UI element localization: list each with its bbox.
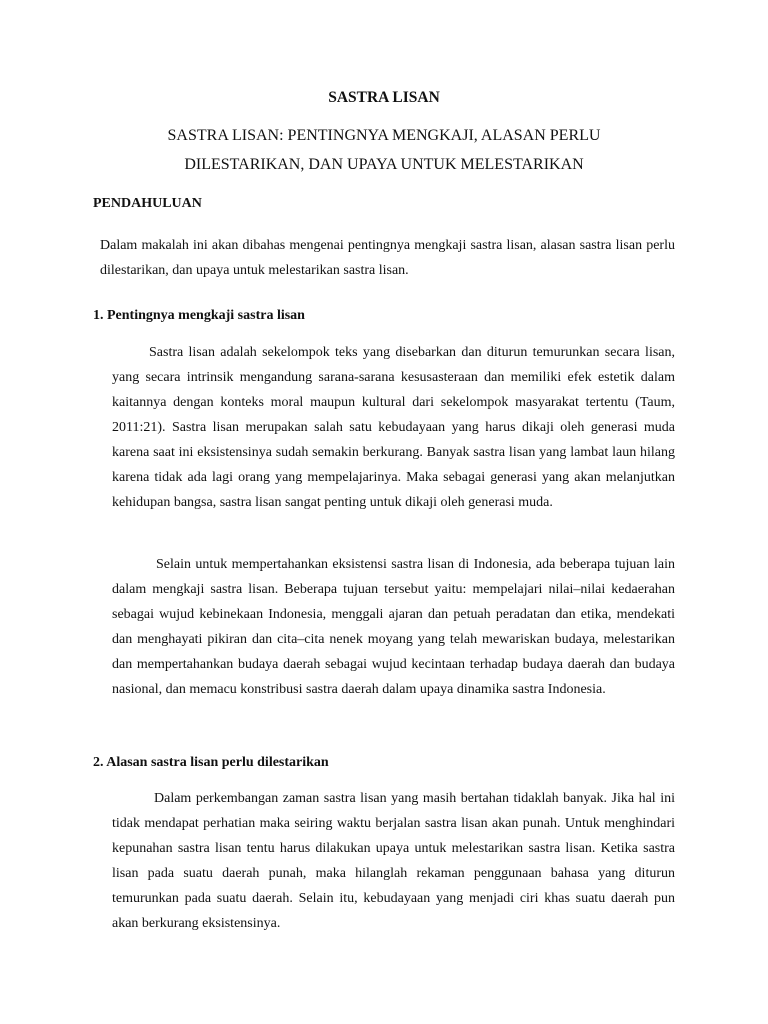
section-2-heading: 2. Alasan sastra lisan perlu dilestarikan <box>93 755 329 770</box>
section-1-heading: 1. Pentingnya mengkaji sastra lisan <box>93 308 305 323</box>
section-2-paragraph-1: Dalam perkembangan zaman sastra lisan yang masih bertahan tidaklah banyak. Jika hal ini tidak mendapat perhatian maka seiring waktu berjalan sastra lisan akan punah. Untuk menghindari kepunahan sastra lisan tentu harus dilakukan upaya untuk melestarikan sastra lisan. Ketika sastra lisan pada suatu daerah punah, maka hilanglah rekaman penggunaan bahasa yang diturun temurunkan pada suatu daerah. Selain itu, kebudayaan yang menjadi ciri khas suatu daerah pun akan berkurang eksistensinya. <box>112 791 675 931</box>
section-1-paragraph-2: Selain untuk mempertahankan eksistensi sastra lisan di Indonesia, ada beberapa tujuan lain dalam mengkaji sastra lisan. Beberapa tujuan tersebut yaitu: mempelajari nilai–nilai kedaerahan sebagai wujud kebinekaan Indonesia, menggali ajaran dan petuah peradatan dan etika, mendekati dan menghayati pikiran dan cita–cita nenek moyang yang telah mewariskan budaya, melestarikan dan mempertahankan budaya daerah sebagai wujud kecintaan terhadap budaya daerah dan budaya nasional, dan memacu konstribusi sastra daerah dalam upaya dinamika sastra Indonesia. <box>112 557 675 697</box>
document-subtitle: SASTRA LISAN: PENTINGNYA MENGKAJI, ALASAN PERLU DILESTARIKAN, DAN UPAYA UNTUK MELESTARIKAN <box>167 127 601 173</box>
intro-paragraph: Dalam makalah ini akan dibahas mengenai pentingnya mengkaji sastra lisan, alasan sastra lisan perlu dilestarikan, dan upaya untuk melestarikan sastra lisan. <box>100 238 675 278</box>
section-1-paragraph-1: Sastra lisan adalah sekelompok teks yang disebarkan dan diturun temurunkan secara lisan, yang secara intrinsik mengandung sarana-sarana kesusasteraan dan memiliki efek estetik dalam kaitannya dengan konteks moral maupun kultural dari sekelompok masyarakat tertentu (Taum, 2011:21). Sastra lisan merupakan salah satu kebudayaan yang harus dikaji oleh generasi muda karena saat ini eksistensinya sudah semakin berkurang. Banyak sastra lisan yang lambat laun hilang karena tidak ada lagi orang yang mempelajarinya. Maka sebagai generasi yang akan melanjutkan kehidupan bangsa, sastra lisan sangat penting untuk dikaji oleh generasi muda. <box>112 345 675 510</box>
intro-heading: PENDAHULUAN <box>93 196 202 211</box>
document-title: SASTRA LISAN <box>328 89 440 106</box>
